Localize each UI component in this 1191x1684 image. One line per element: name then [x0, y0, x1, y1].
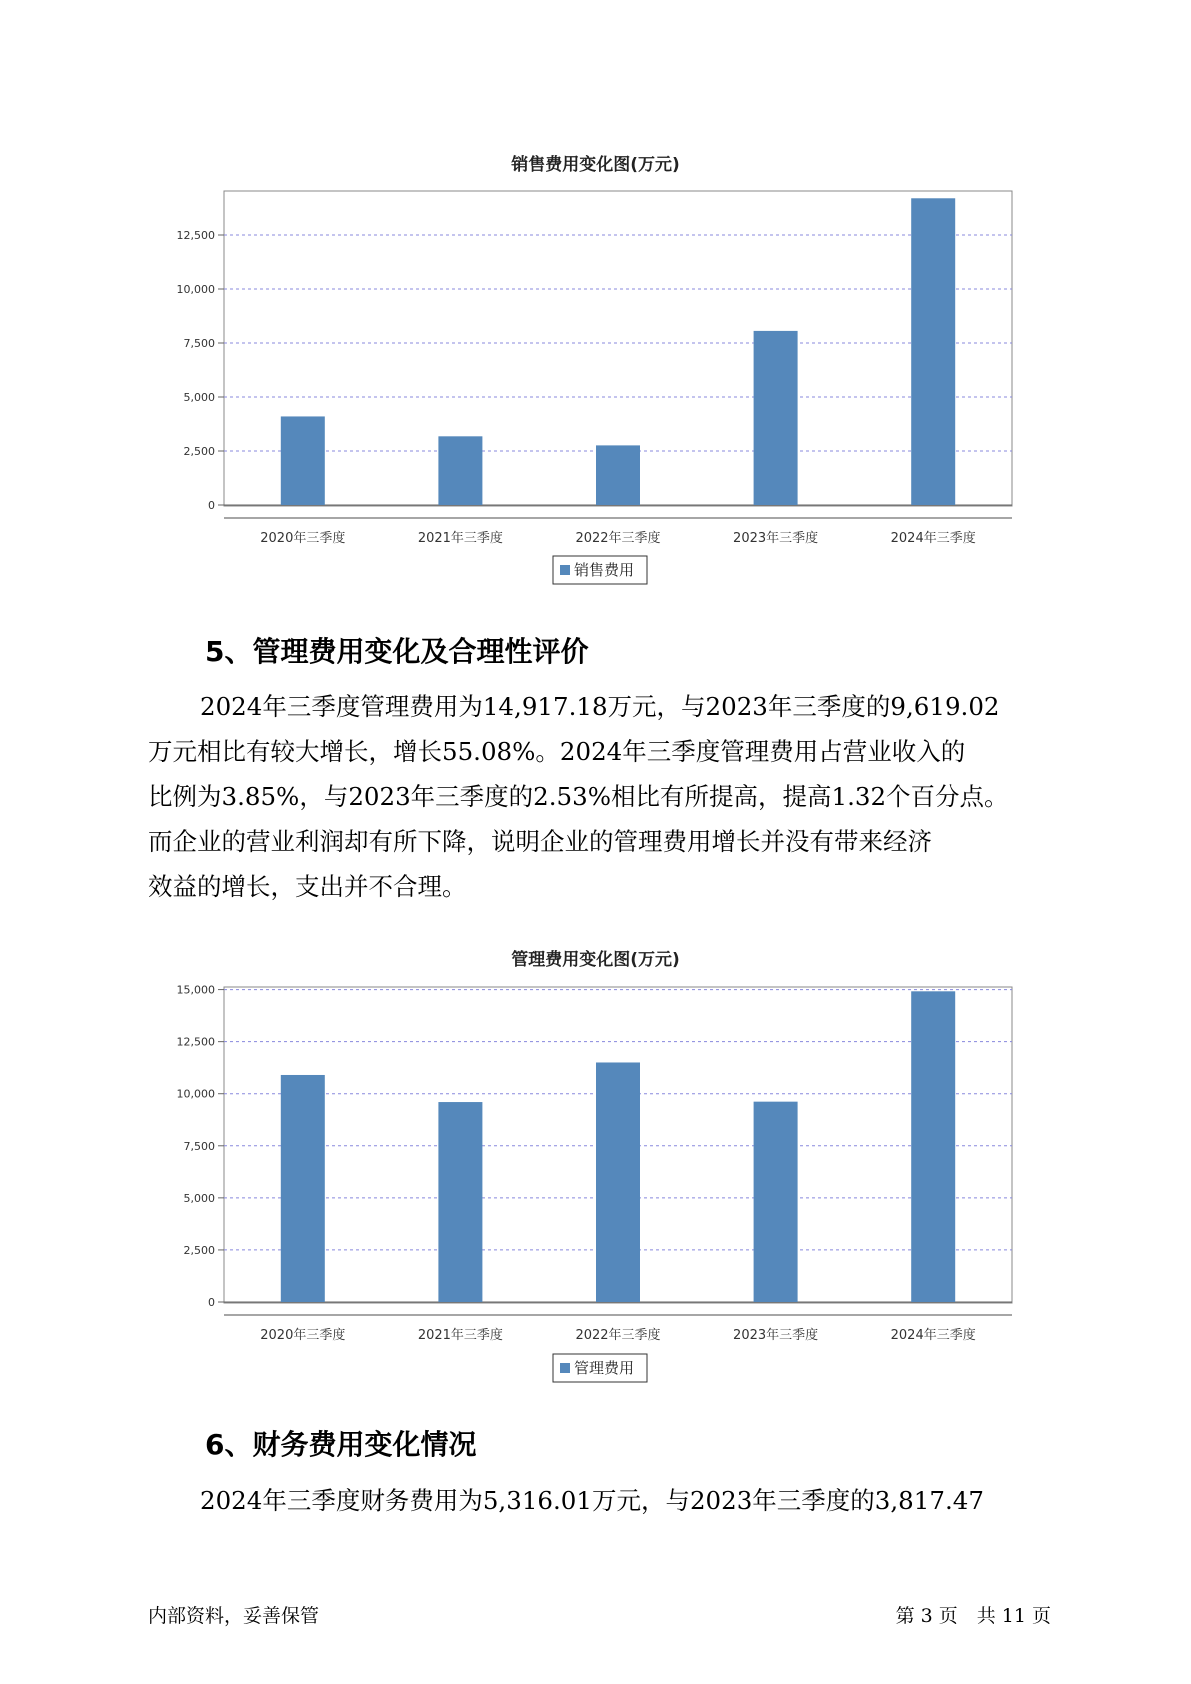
x-tick-label: 2024年三季度: [890, 531, 976, 546]
paragraph-line: 2024年三季度财务费用为5,316.01万元，与2023年三季度的3,817.47: [200, 1486, 984, 1515]
paragraph-line: 而企业的营业利润却有所下降，说明企业的管理费用增长并没有带来经济: [148, 827, 932, 856]
x-tick-label: 2023年三季度: [733, 1328, 819, 1343]
bar: [596, 1062, 640, 1302]
section-heading-finance-expense: 6、财务费用变化情况: [205, 1428, 477, 1461]
x-tick-label: 2022年三季度: [575, 1328, 661, 1343]
x-tick-label: 2024年三季度: [890, 1328, 976, 1343]
x-tick-label: 2021年三季度: [417, 531, 503, 546]
y-tick-label: 7,500: [183, 1139, 215, 1153]
bar: [911, 991, 955, 1302]
y-tick-label: 10,000: [176, 1087, 215, 1101]
paragraph-line: 比例为3.85%，与2023年三季度的2.53%相比有所提高，提高1.32个百分点。: [148, 782, 1009, 811]
bar: [281, 1075, 325, 1302]
paragraph-line: 效益的增长，支出并不合理。: [148, 872, 467, 901]
x-tick-label: 2022年三季度: [575, 531, 661, 546]
y-tick-label: 12,500: [176, 1035, 215, 1049]
x-tick-label: 2021年三季度: [417, 1328, 503, 1343]
y-tick-label: 0: [208, 1296, 215, 1309]
y-tick-label: 2,500: [183, 445, 215, 458]
paragraph-line: 万元相比有较大增长，增长55.08%。2024年三季度管理费用占营业收入的: [148, 737, 966, 766]
bar: [754, 1102, 798, 1302]
y-tick-label: 0: [208, 499, 215, 512]
legend-label: 销售费用: [574, 561, 635, 579]
y-tick-label: 5,000: [183, 391, 215, 404]
legend-swatch: [560, 1363, 570, 1373]
bar: [438, 1102, 482, 1302]
x-tick-label: 2023年三季度: [733, 531, 819, 546]
y-tick-label: 5,000: [183, 1191, 215, 1205]
footer-page-number: 第 3 页 共 11 页: [895, 1605, 1051, 1627]
chart-title: 管理费用变化图(万元): [511, 950, 680, 970]
y-tick-label: 15,000: [176, 983, 215, 997]
y-tick-label: 10,000: [176, 283, 215, 296]
section-heading-admin-expense: 5、管理费用变化及合理性评价: [205, 635, 589, 668]
y-tick-label: 7,500: [183, 337, 215, 350]
y-tick-label: 2,500: [183, 1243, 215, 1257]
x-tick-label: 2020年三季度: [260, 1328, 346, 1343]
footer-confidential-note: 内部资料，妥善保管: [148, 1605, 320, 1627]
legend-label: 管理费用: [574, 1359, 635, 1377]
paragraph-line: 2024年三季度管理费用为14,917.18万元，与2023年三季度的9,619.02: [200, 692, 1000, 721]
x-tick-label: 2020年三季度: [260, 531, 346, 546]
y-tick-label: 12,500: [176, 229, 215, 242]
chart-title: 销售费用变化图(万元): [511, 155, 680, 175]
